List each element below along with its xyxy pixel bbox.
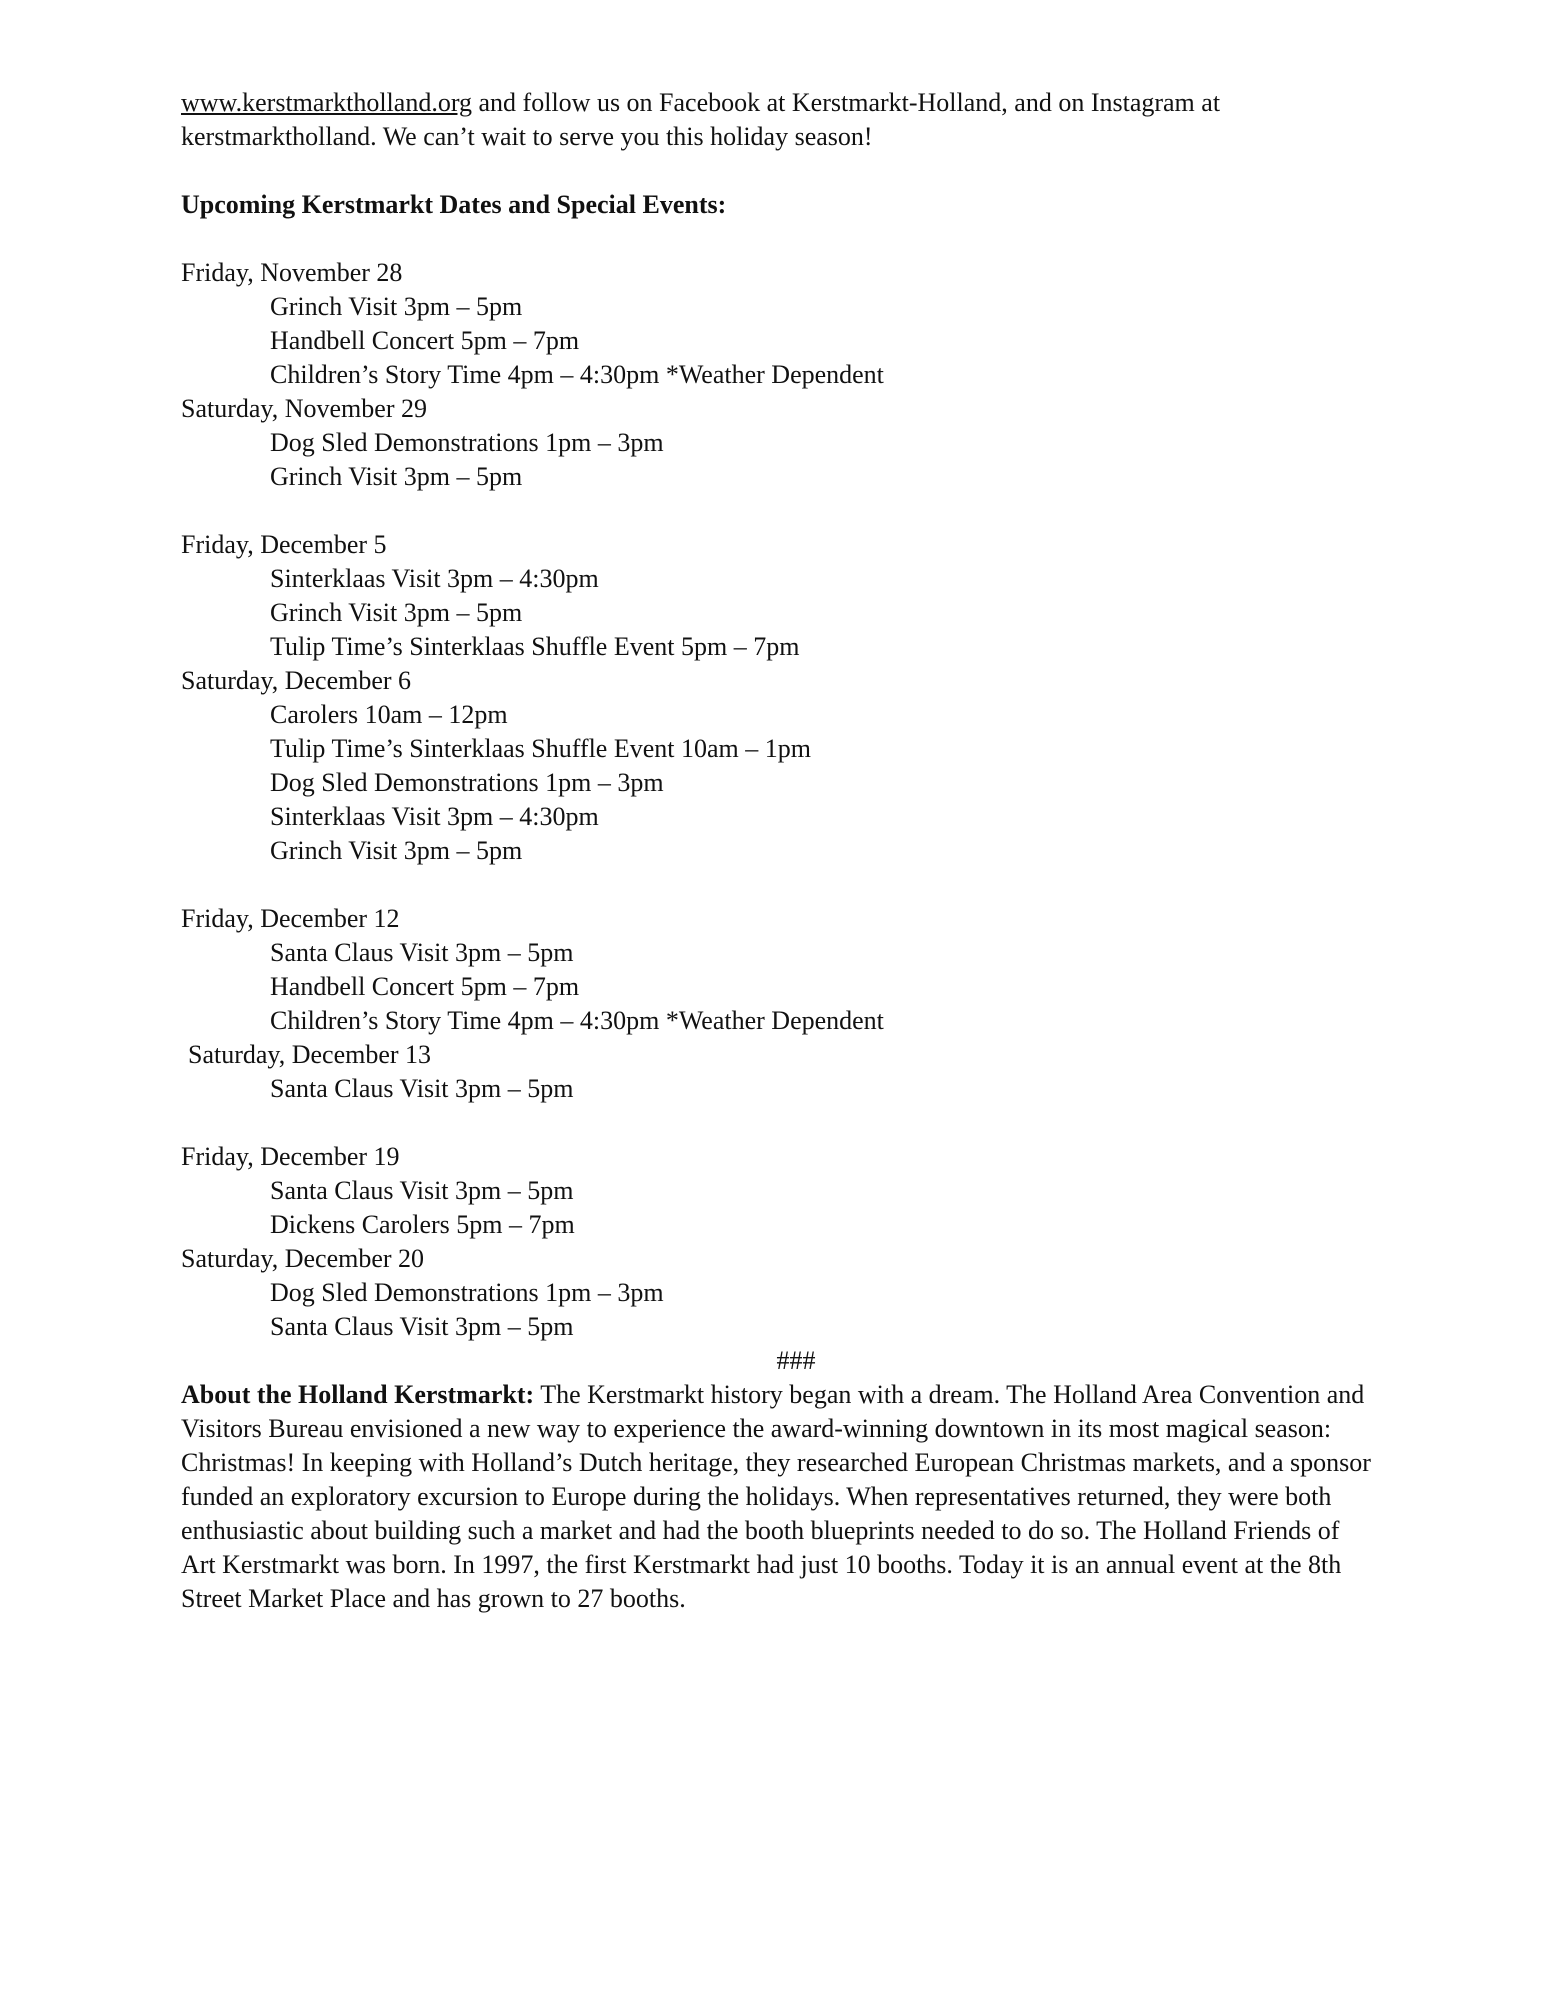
section-separator: ### <box>776 1346 816 1375</box>
website-link[interactable]: www.kerstmarktholland.org <box>181 88 473 117</box>
schedule-day-group <box>181 256 1371 392</box>
schedule-day-group <box>181 664 1371 868</box>
schedule-day: Friday, November 28 <box>181 258 403 287</box>
about-section <box>181 1378 1371 1616</box>
schedule-event: Grinch Visit 3pm – 5pm <box>270 598 523 627</box>
schedule-event: Dog Sled Demonstrations 1pm – 3pm <box>270 1278 664 1307</box>
schedule-day: Friday, December 5 <box>181 530 387 559</box>
schedule-day: Saturday, November 29 <box>181 394 427 423</box>
schedule-event: Tulip Time’s Sinterklaas Shuffle Event 5pm – 7pm <box>270 632 800 661</box>
schedule-event: Children’s Story Time 4pm – 4:30pm *Weather Dependent <box>270 1006 884 1035</box>
schedule-day: Friday, December 12 <box>181 904 400 933</box>
schedule-day: Saturday, December 6 <box>181 666 412 695</box>
schedule-event: Grinch Visit 3pm – 5pm <box>270 836 523 865</box>
schedule-day: Friday, December 19 <box>181 1142 400 1171</box>
schedule-event: Grinch Visit 3pm – 5pm <box>270 292 523 321</box>
schedule-event: Children’s Story Time 4pm – 4:30pm *Weather Dependent <box>270 360 884 389</box>
schedule-event: Sinterklaas Visit 3pm – 4:30pm <box>270 564 599 593</box>
about-label: About the Holland Kerstmarkt: <box>181 1380 535 1409</box>
about-paragraph <box>181 1378 1371 1616</box>
about-text: The Kerstmarkt history began with a dream. The Holland Area Convention and Visitors Bureau envisioned a new way to experience the award-winning downtown in its most magical season: Christmas! In keeping with Holland’s Dutch heritage, they researched European Christmas markets, and a sponsor funded an exploratory excursion to Europe during the holidays. When representatives returned, they were both enthusiastic about building such a market and had the booth blueprints needed to do so. The Holland Friends of Art Kerstmarkt was born. In 1997, the first Kerstmarkt had just 10 booths. Today it is an annual event at the 8th Street Market Place and has grown to 27 booths. <box>181 1380 1371 1613</box>
schedule-day: Saturday, December 13 <box>188 1040 432 1069</box>
schedule-day: Saturday, December 20 <box>181 1244 425 1273</box>
schedule-event: Dickens Carolers 5pm – 7pm <box>270 1210 575 1239</box>
intro-line-2: kerstmarktholland. We can’t wait to serve you this holiday season! <box>181 122 873 151</box>
schedule-day-group <box>181 1038 1371 1106</box>
schedule-event: Dog Sled Demonstrations 1pm – 3pm <box>270 768 664 797</box>
intro-line-1-text: and follow us on Facebook at Kerstmarkt-Holland, and on Instagram at <box>472 88 1221 117</box>
schedule-event: Grinch Visit 3pm – 5pm <box>270 462 523 491</box>
schedule-event: Santa Claus Visit 3pm – 5pm <box>270 1176 574 1205</box>
intro-line-1 <box>181 86 1371 120</box>
schedule-event: Handbell Concert 5pm – 7pm <box>270 972 580 1001</box>
schedule-heading: Upcoming Kerstmarkt Dates and Special Events: <box>181 190 727 219</box>
schedule-day-group <box>181 528 1371 664</box>
schedule-day-group <box>181 1140 1371 1242</box>
document-body <box>181 86 1371 1616</box>
schedule-event: Santa Claus Visit 3pm – 5pm <box>270 1312 574 1341</box>
schedule-event: Dog Sled Demonstrations 1pm – 3pm <box>270 428 664 457</box>
schedule-day-group <box>181 902 1371 1038</box>
schedule-event: Handbell Concert 5pm – 7pm <box>270 326 580 355</box>
schedule-event: Carolers 10am – 12pm <box>270 700 508 729</box>
schedule-event: Santa Claus Visit 3pm – 5pm <box>270 938 574 967</box>
schedule-event: Sinterklaas Visit 3pm – 4:30pm <box>270 802 599 831</box>
schedule-day-group <box>181 392 1371 494</box>
schedule-day-group <box>181 1242 1371 1344</box>
schedule-event: Tulip Time’s Sinterklaas Shuffle Event 10am – 1pm <box>270 734 811 763</box>
schedule-event: Santa Claus Visit 3pm – 5pm <box>270 1074 574 1103</box>
